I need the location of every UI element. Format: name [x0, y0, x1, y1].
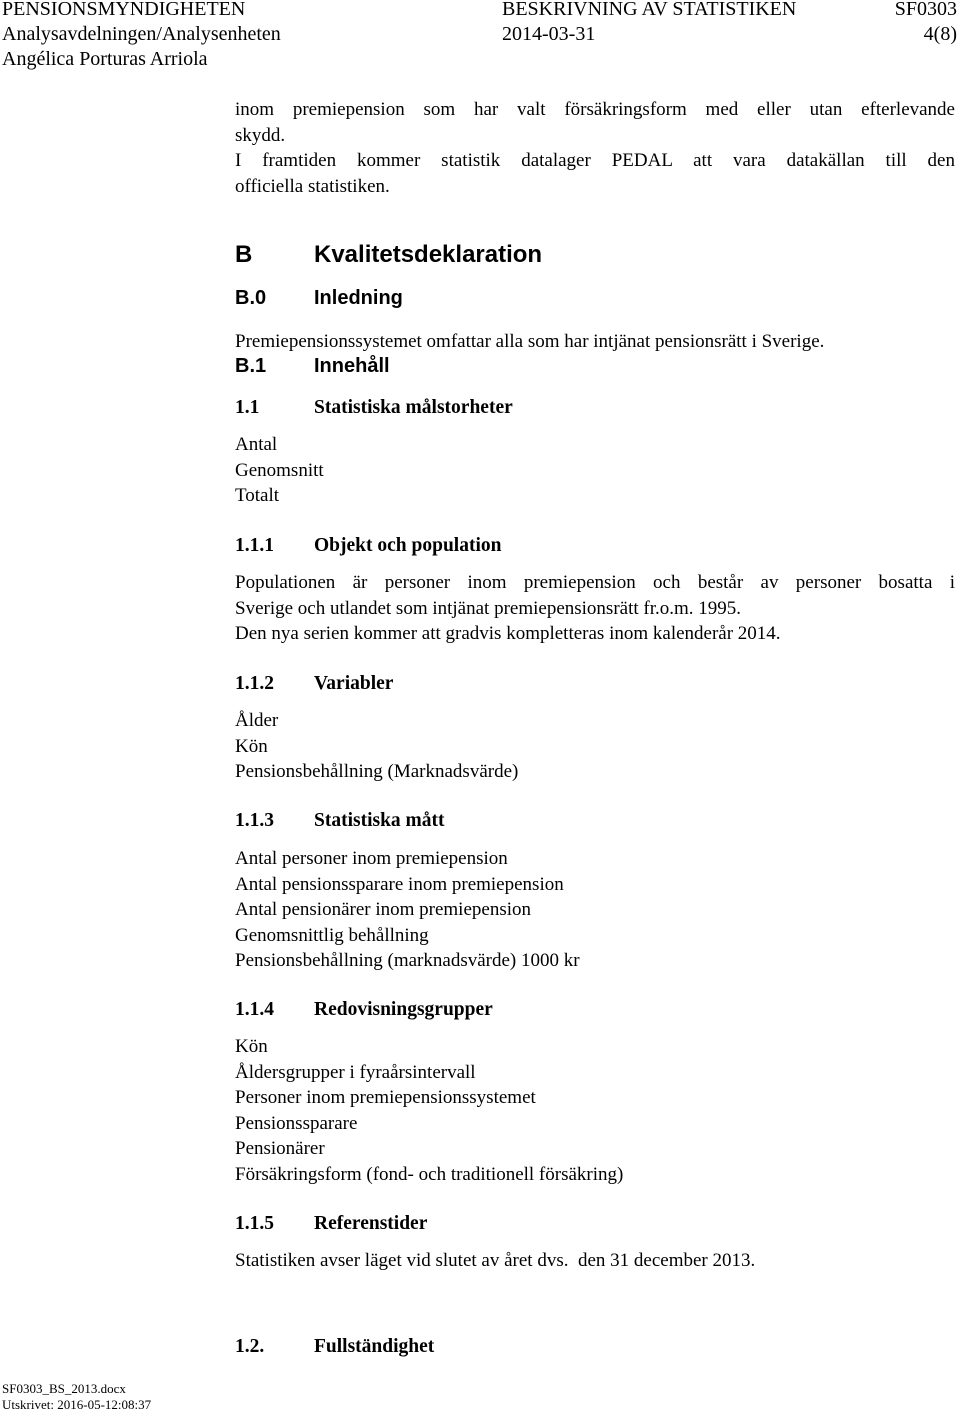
section-b1-title: Innehåll [314, 355, 390, 377]
list-item: Kön [235, 735, 268, 757]
list-item: Försäkringsform (fond- och traditionell försäkring) [235, 1163, 624, 1185]
section-1-1-1-number: 1.1.1 [235, 535, 274, 556]
section-1-1-5-number: 1.1.5 [235, 1213, 274, 1234]
list-item: Ålder [235, 710, 279, 731]
section-b-number: B [235, 241, 253, 268]
section-b-title: Kvalitetsdeklaration [314, 241, 543, 268]
section-1-1-2-number: 1.1.2 [235, 673, 274, 694]
section-1-1-5-title: Referenstider [314, 1213, 428, 1234]
list-item: Antal pensionssparare inom premiepension [235, 873, 564, 895]
list-item: Antal [235, 434, 278, 455]
list-item: Personer inom premiepensionssystemet [235, 1087, 536, 1108]
header-date: 2014-03-31 [502, 23, 596, 45]
intro-line: inom premiepension som har valt försäkringsform med eller utan efterlevande [235, 99, 955, 120]
list-item: Pensionsbehållning (marknadsvärde) 1000 kr [235, 950, 580, 971]
section-1-1-4-title: Redovisningsgrupper [314, 999, 493, 1020]
list-item: Antal pensionärer inom premiepension [235, 899, 532, 920]
section-1-1-title: Statistiska målstorheter [314, 397, 513, 418]
section-b0-text: Premiepensionssystemet omfattar alla som har intjänat pensionsrätt i Sverige. [235, 331, 825, 352]
header-doc-code: SF0303 [894, 0, 957, 20]
section-1-1-4-list [235, 1034, 623, 1187]
list-item: Genomsnitt [235, 459, 324, 481]
section-1-1-number: 1.1 [235, 397, 260, 418]
intro-paragraph [235, 97, 955, 199]
section-1-1-1-title: Objekt och population [314, 535, 502, 556]
header-department: Analysavdelningen/Analysenheten [2, 23, 281, 45]
header-doc-type: BESKRIVNING AV STATISTIKEN [502, 0, 797, 20]
section-b0-title: Inledning [314, 287, 403, 309]
section-1-1-1-paragraph [235, 570, 955, 647]
section-b1-number: B.1 [235, 355, 267, 377]
section-1-1-4-number: 1.1.4 [235, 999, 274, 1020]
section-1-1-3-list [235, 846, 580, 974]
paragraph-line: Populationen är personer inom premiepension och består av personer bosatta i [235, 572, 955, 593]
section-1-1-3-number: 1.1.3 [235, 810, 274, 831]
list-item: Pensionsbehållning (Marknadsvärde) [235, 761, 519, 782]
section-1-1-5-text: Statistiken avser läget vid slutet av året dvs. den 31 december 2013. [235, 1250, 756, 1271]
list-item: Åldersgrupper i fyraårsintervall [235, 1061, 476, 1083]
paragraph-line: Den nya serien kommer att gradvis kompletteras inom kalenderår 2014. [235, 623, 781, 644]
list-item: Kön [235, 1036, 268, 1057]
section-1-1-2-title: Variabler [314, 673, 394, 694]
paragraph-line: Sverige och utlandet som intjänat premiepensionsrätt fr.o.m. 1995. [235, 597, 742, 619]
footer-filename: SF0303_BS_2013.docx [2, 1381, 126, 1396]
intro-line: I framtiden kommer statistik datalager PEDAL att vara datakällan till den [235, 150, 955, 171]
intro-line: officiella statistiken. [235, 175, 390, 197]
header-page-number: 4(8) [923, 23, 957, 45]
footer-printed: Utskrivet: 2016-05-12:08:37 [2, 1397, 152, 1412]
header-org: PENSIONSMYNDIGHETEN [2, 0, 246, 20]
section-1-2-title: Fullständighet [314, 1336, 435, 1357]
section-b0-number: B.0 [235, 287, 267, 309]
section-1-2-number: 1.2. [235, 1336, 265, 1357]
section-1-1-list [235, 432, 324, 509]
section-1-1-3-title: Statistiska mått [314, 810, 445, 831]
list-item: Genomsnittlig behållning [235, 924, 429, 946]
header-author: Angélica Porturas Arriola [2, 48, 208, 70]
list-item: Totalt [235, 485, 280, 506]
list-item: Pensionssparare [235, 1112, 358, 1134]
section-1-1-2-list [235, 708, 518, 785]
intro-line: skydd. [235, 124, 286, 146]
list-item: Antal personer inom premiepension [235, 848, 508, 869]
list-item: Pensionärer [235, 1138, 325, 1159]
